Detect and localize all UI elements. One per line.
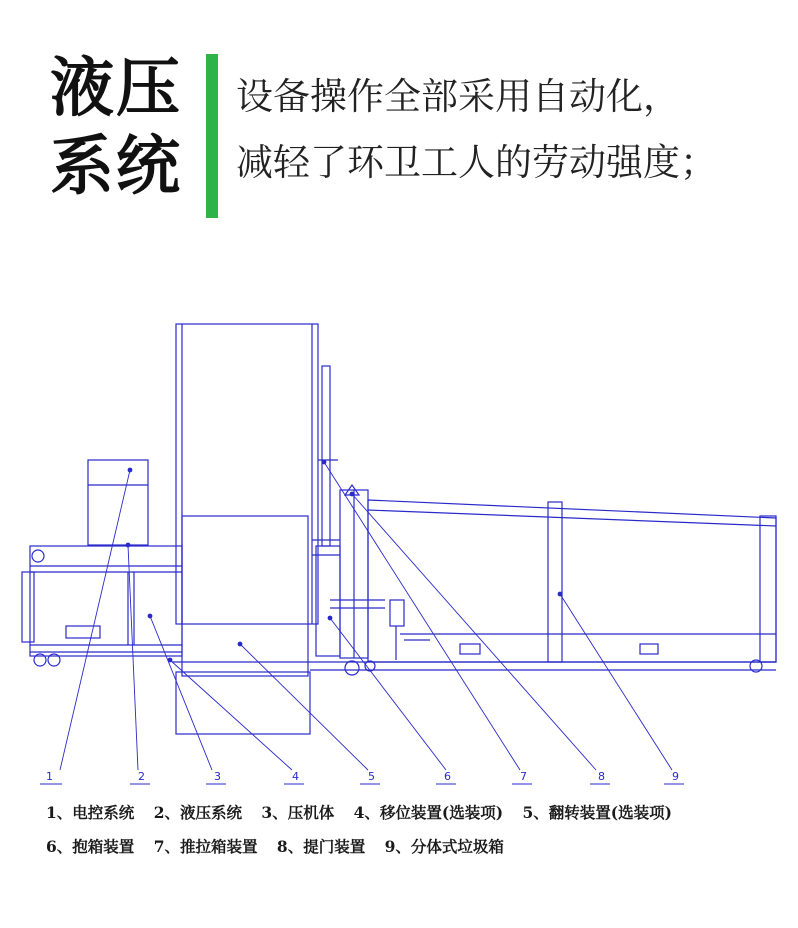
- callout-4: 4: [292, 770, 299, 783]
- legend-item: 7、推拉箱装置: [153, 837, 258, 856]
- title-line-1: 液压: [50, 52, 182, 126]
- press-tower: [176, 324, 318, 624]
- callout-5: 5: [368, 770, 375, 783]
- press-body: [182, 516, 308, 676]
- callout-7: 7: [520, 770, 527, 783]
- section-title: [50, 50, 200, 206]
- callout-6: 6: [444, 770, 451, 783]
- electric-control-cabinet: [88, 460, 148, 545]
- callout-8: 8: [598, 770, 605, 783]
- legend: [46, 796, 766, 864]
- legend-item: 1、电控系统: [46, 803, 135, 822]
- callout-2: 2: [138, 770, 145, 783]
- legend-item: 3、压机体: [261, 803, 335, 822]
- legend-row-1: [46, 796, 766, 830]
- subtitle-line-2: 减轻了环卫工人的劳动强度；: [236, 141, 717, 184]
- subtitle-line-1: 设备操作全部采用自动化，: [236, 75, 680, 118]
- legend-item: 9、分体式垃圾箱: [384, 837, 504, 856]
- callout-3: 3: [214, 770, 221, 783]
- callout-9: 9: [672, 770, 679, 783]
- legend-item: 4、移位装置(选装项): [353, 803, 504, 822]
- legend-item: 6、抱箱装置: [46, 837, 135, 856]
- legend-item: 5、翻转装置(选装项): [522, 803, 672, 822]
- legend-item: 2、液压系统: [153, 803, 242, 822]
- equipment-diagram: [0, 300, 798, 790]
- accent-divider: [206, 54, 218, 218]
- callout-1: 1: [46, 770, 53, 783]
- section-subtitle: [236, 64, 717, 196]
- legend-row-2: [46, 830, 766, 864]
- title-line-2: 系统: [50, 130, 182, 204]
- legend-item: 8、提门装置: [276, 837, 366, 856]
